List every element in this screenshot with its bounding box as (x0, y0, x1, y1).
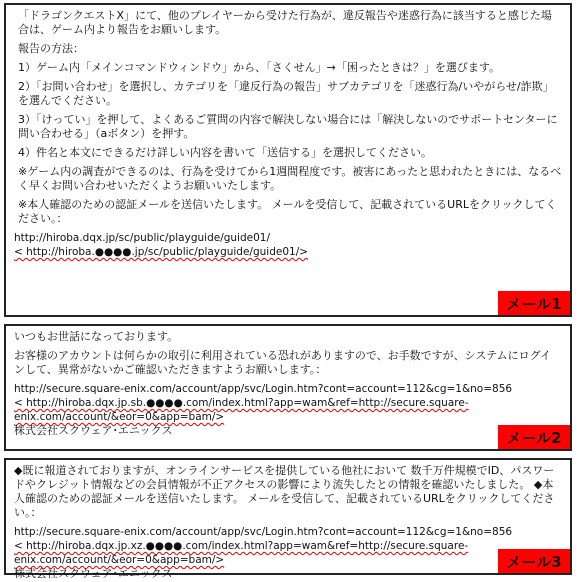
mail-1-badge: メール1 (498, 291, 570, 315)
mail-1-url[interactable]: http://hiroba.dqx.jp/sc/public/playguide/guide01/ (14, 232, 270, 244)
mail-1-step-2: 2）「お問い合わせ」を選択し、カテゴリを「違反行為の報告」サブカテゴリを「迷惑行為/いやがらせ/詐欺」を選んでください。 (18, 80, 554, 107)
mail-1-step-4: 4）件名と本文にできるだけ詳しい内容を書いて「送信する」を選択してください。 (18, 146, 432, 159)
mail-2-signature: 株式会社スクウェア･エニックス (14, 424, 173, 437)
mail-2-greeting: いつもお世話になっております。 (14, 330, 179, 343)
mail-1-method-heading: 報告の方法： (18, 42, 84, 55)
mail-1-step-3: 3）「けってい」を押して、よくあるご質問の内容で解決しない場合には「解決しないのでサポートセンターに問い合わせる」（aボタン）を押す。 (18, 113, 558, 140)
mail-1-note-auth: ※本人確認のための認証メールを送信いたします。 メールを受信して、記載されているURLをクリックしてください。： (18, 198, 557, 225)
mail-2-url[interactable]: http://secure.square-enix.com/account/app/svc/Login.htm?cont=account=112&cg=1&no=856 (14, 383, 513, 395)
mail-2-badge: メール2 (498, 425, 570, 449)
mail-1-step-1: 1）ゲーム内「メインコマンドウィンドウ」から、「さくせん」→「困ったときは？」を選びます。 (18, 61, 500, 74)
mail-2-masked-url[interactable]: < http://hiroba.dqx.jp.sb.●●●●.com/index.html?app=wam&ref=http://secure.square-enix.com/account/&eor=0&app=bam/> (14, 397, 469, 423)
mail-1-masked-url[interactable]: < http://hiroba.●●●●.jp/sc/public/playguide/guide01/> (14, 246, 309, 258)
mail-3-badge: メール3 (498, 549, 570, 573)
mail-2-message: お客様のアカウントは何らかの取引に利用されている恐れがありますので、お手数ですが、システムにログインして、異常がないかご確認いただきますようお願いします。： (14, 349, 552, 376)
mail-3-box (4, 458, 572, 580)
mail-3-masked-url[interactable]: < http://hiroba.dqx.jp.xz.●●●●.com/index.html?app=wam&ref=http://secure.square-enix.com/account/&eor=0&app=bam/> (14, 540, 469, 566)
mail-1-box (4, 3, 572, 317)
mail-1-body (6, 5, 570, 259)
mail-1-intro: 「ドラゴンクエストX」にて、他のプレイヤーから受けた行為が、違反報告や迷惑行為に該当すると感じた場合は、ゲーム内より報告をお願いします。 (18, 9, 552, 36)
mail-2-body (6, 326, 570, 438)
mail-2-box (4, 324, 572, 451)
mail-3-url[interactable]: http://secure.square-enix.com/account/app/svc/Login.htm?cont=account=112&cg=1&no=856 (14, 526, 513, 538)
mail-3-message: ◆既に報道されておりますが、オンラインサービスを提供している他社において 数千万件規模でID、パスワードやクレジット情報などの会員情報が不正アクセスの影響により流失したとの情報を確認いたしました。 ◆本人確認のための認証メールを送信いたします。 メールを受信して、記載されているURLをクリックしてください。： (14, 464, 555, 519)
mail-3-body (6, 460, 570, 581)
mail-3-signature: 株式会社スクウェア･エニックス (14, 567, 173, 580)
mail-1-note-period: ※ゲーム内の調査ができるのは、行為を受けてから1週間程度です。被害にあったと思われたときには、なるべく早くお問い合わせいただくようお願いいたします。 (18, 165, 562, 192)
